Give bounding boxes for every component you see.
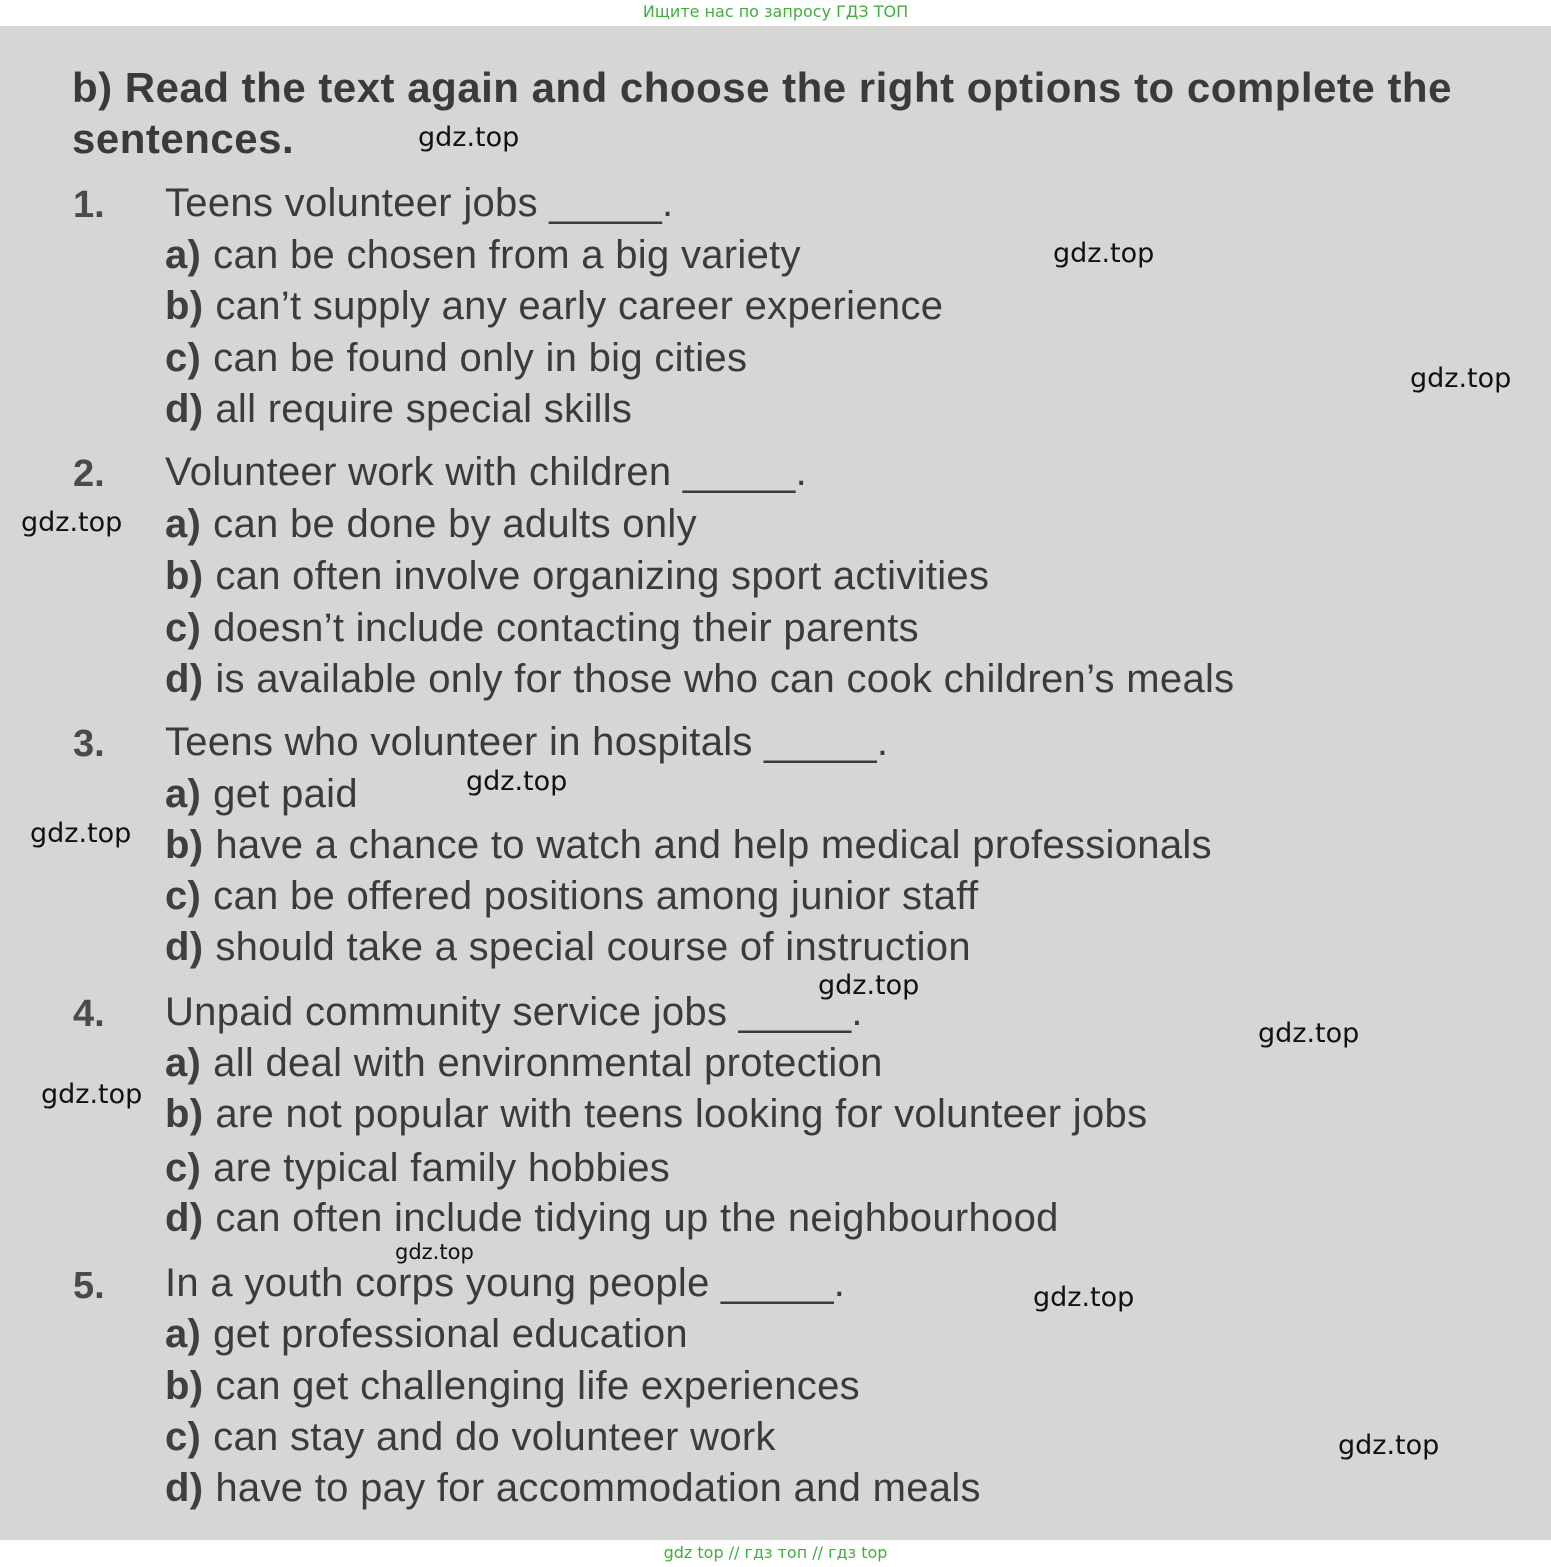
option-text: should take a special course of instruction xyxy=(215,925,971,969)
watermark: gdz.top xyxy=(21,507,123,538)
option-item xyxy=(165,823,1212,867)
option-item xyxy=(165,1041,883,1085)
option-text: can often include tidying up the neighbourhood xyxy=(215,1196,1059,1240)
watermark: gdz.top xyxy=(395,1240,474,1264)
option-text: all deal with environmental protection xyxy=(213,1041,883,1085)
option-text: can be offered positions among junior staff xyxy=(213,874,979,918)
watermark: gdz.top xyxy=(418,122,520,153)
option-item xyxy=(165,336,747,380)
option-letter: d) xyxy=(165,1196,204,1240)
option-item xyxy=(165,772,358,816)
option-item xyxy=(165,554,989,598)
option-item xyxy=(165,1312,688,1356)
option-item xyxy=(165,502,697,546)
question-stem: In a youth corps young people _____. xyxy=(165,1261,846,1305)
option-item xyxy=(165,284,943,328)
bottom-banner: gdz top // гдз топ // гдз top xyxy=(663,1543,888,1562)
question-number: 3. xyxy=(73,723,105,765)
option-text: can’t supply any early career experience xyxy=(215,284,944,328)
option-letter: d) xyxy=(165,387,204,431)
watermark: gdz.top xyxy=(1258,1018,1360,1049)
option-letter: a) xyxy=(165,1312,202,1356)
option-letter: b) xyxy=(165,1092,204,1136)
option-letter: a) xyxy=(165,1041,202,1085)
option-letter: c) xyxy=(165,606,202,650)
watermark: gdz.top xyxy=(466,766,568,797)
option-letter: d) xyxy=(165,925,204,969)
question-stem: Unpaid community service jobs _____. xyxy=(165,990,863,1034)
option-item xyxy=(165,1466,981,1510)
question-number: 4. xyxy=(73,993,105,1035)
option-text: is available only for those who can cook children’s meals xyxy=(215,657,1235,701)
option-item xyxy=(165,1364,860,1408)
option-text: are typical family hobbies xyxy=(213,1146,671,1190)
option-text: are not popular with teens looking for volunteer jobs xyxy=(215,1092,1148,1136)
watermark: gdz.top xyxy=(30,818,132,849)
option-letter: b) xyxy=(165,823,204,867)
option-letter: c) xyxy=(165,874,202,918)
exercise-heading: b) Read the text again and choose the right options to complete the sentences. xyxy=(72,64,1452,162)
watermark: gdz.top xyxy=(41,1079,143,1110)
option-item xyxy=(165,387,632,431)
option-letter: b) xyxy=(165,554,204,598)
option-text: can stay and do volunteer work xyxy=(213,1415,776,1459)
option-item xyxy=(165,233,801,277)
option-item xyxy=(165,1196,1059,1240)
option-item xyxy=(165,874,978,918)
option-letter: b) xyxy=(165,1364,204,1408)
option-text: have a chance to watch and help medical professionals xyxy=(215,823,1212,867)
option-letter: d) xyxy=(165,1466,204,1510)
question-stem: Volunteer work with children _____. xyxy=(165,450,807,494)
option-text: all require special skills xyxy=(215,387,633,431)
option-text: can be found only in big cities xyxy=(213,336,748,380)
option-text: doesn’t include contacting their parents xyxy=(213,606,919,650)
watermark: gdz.top xyxy=(1338,1430,1440,1461)
watermark: gdz.top xyxy=(818,970,920,1001)
option-text: can get challenging life experiences xyxy=(215,1364,860,1408)
option-text: can be done by adults only xyxy=(213,502,697,546)
option-letter: b) xyxy=(165,284,204,328)
option-letter: c) xyxy=(165,336,202,380)
option-item xyxy=(165,1092,1147,1136)
top-banner: Ищите нас по запросу ГДЗ ТОП xyxy=(642,2,909,21)
option-letter: d) xyxy=(165,657,204,701)
question-stem: Teens who volunteer in hospitals _____. xyxy=(165,720,889,764)
option-text: get professional education xyxy=(213,1312,688,1356)
question-number: 5. xyxy=(73,1265,105,1307)
option-item xyxy=(165,606,919,650)
question-number: 2. xyxy=(73,453,105,495)
option-item xyxy=(165,1146,670,1190)
option-text: have to pay for accommodation and meals xyxy=(215,1466,981,1510)
option-item xyxy=(165,925,971,969)
option-text: can often involve organizing sport activities xyxy=(215,554,990,598)
option-item xyxy=(165,1415,776,1459)
watermark: gdz.top xyxy=(1033,1282,1135,1313)
watermark: gdz.top xyxy=(1410,363,1512,394)
option-text: can be chosen from a big variety xyxy=(213,233,801,277)
option-letter: a) xyxy=(165,233,202,277)
option-letter: c) xyxy=(165,1415,202,1459)
option-item xyxy=(165,657,1234,701)
option-letter: c) xyxy=(165,1146,202,1190)
watermark: gdz.top xyxy=(1053,238,1155,269)
option-letter: a) xyxy=(165,772,202,816)
option-text: get paid xyxy=(213,772,358,816)
question-number: 1. xyxy=(73,184,105,226)
question-stem: Teens volunteer jobs _____. xyxy=(165,181,674,225)
option-letter: a) xyxy=(165,502,202,546)
